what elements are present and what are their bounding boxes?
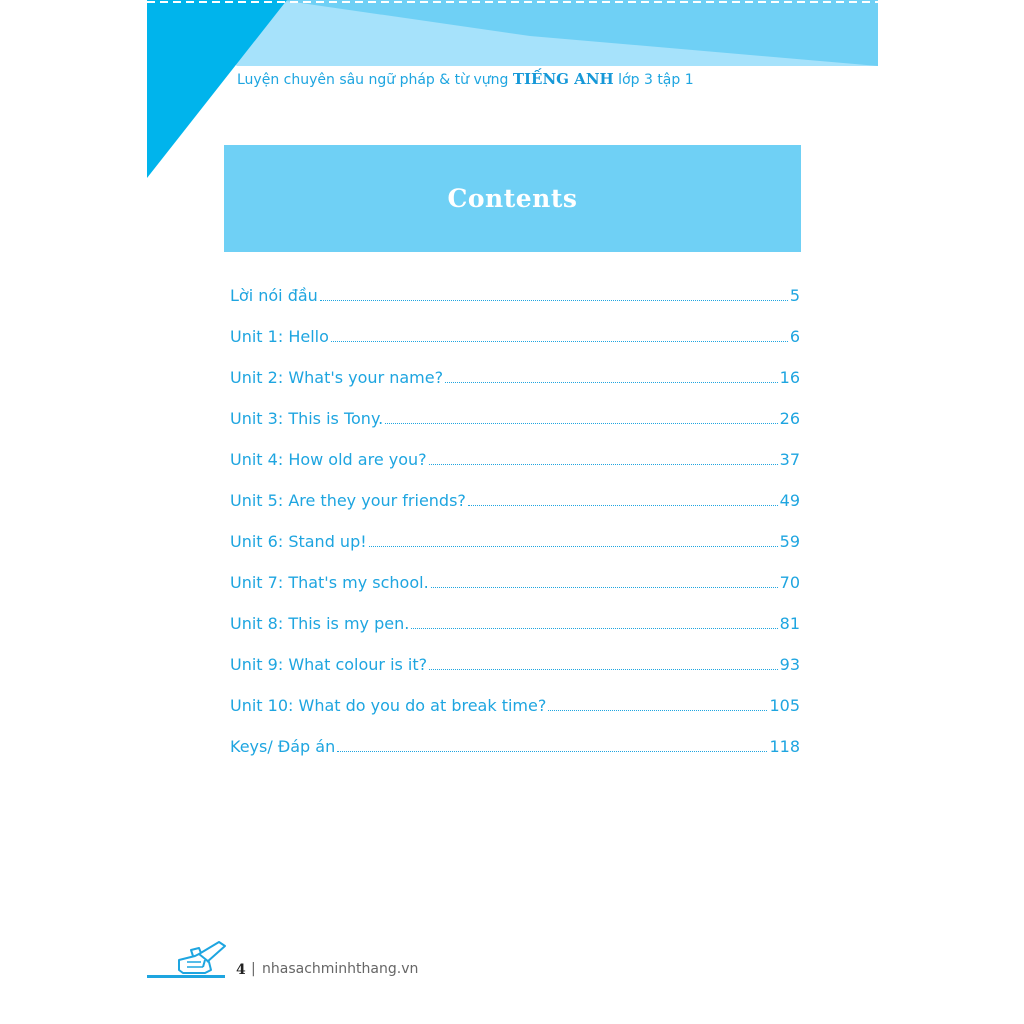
toc-item-page: 6 xyxy=(789,327,800,346)
title-box xyxy=(224,145,801,252)
toc-item-label: Unit 9: What colour is it? xyxy=(230,655,428,674)
page-number: 4 xyxy=(236,962,246,978)
toc-item-page: 37 xyxy=(779,450,800,469)
toc-item[interactable] xyxy=(230,696,800,737)
toc-item[interactable] xyxy=(230,327,800,368)
toc-item-page: 118 xyxy=(769,737,800,756)
toc-item-label: Unit 5: Are they your friends? xyxy=(230,491,466,510)
toc-dot-leader xyxy=(431,587,778,588)
toc-dot-leader xyxy=(369,546,778,547)
toc-item[interactable] xyxy=(230,573,800,614)
publisher-website[interactable]: nhasachminhthang.vn xyxy=(262,961,419,977)
running-header-text: Luyện chuyên sâu ngữ pháp & từ vựng xyxy=(237,72,509,88)
toc-item-page: 5 xyxy=(789,286,800,305)
toc-item-label: Unit 10: What do you do at break time? xyxy=(230,696,547,715)
toc-item[interactable] xyxy=(230,491,800,532)
toc-item-page: 81 xyxy=(779,614,800,633)
toc-dot-leader xyxy=(337,751,767,752)
toc-dot-leader xyxy=(411,628,777,629)
toc-item-label: Unit 7: That's my school. xyxy=(230,573,429,592)
toc-item-label: Unit 3: This is Tony. xyxy=(230,409,384,428)
table-of-contents xyxy=(230,286,800,778)
toc-dot-leader xyxy=(548,710,767,711)
running-header xyxy=(237,70,694,88)
toc-dot-leader xyxy=(429,464,778,465)
toc-item-page: 59 xyxy=(779,532,800,551)
page-footer xyxy=(147,940,878,990)
toc-item-page: 105 xyxy=(769,696,800,715)
toc-item[interactable] xyxy=(230,532,800,573)
toc-item[interactable] xyxy=(230,450,800,491)
page-title: Contents xyxy=(447,184,578,213)
toc-dot-leader xyxy=(320,300,788,301)
toc-item-page: 49 xyxy=(779,491,800,510)
toc-dot-leader xyxy=(331,341,788,342)
running-header-highlight: TIẾNG ANH xyxy=(512,70,614,88)
toc-item[interactable] xyxy=(230,409,800,450)
toc-item-label: Unit 2: What's your name? xyxy=(230,368,444,387)
toc-item-label: Lời nói đầu xyxy=(230,286,318,305)
toc-item-page: 16 xyxy=(779,368,800,387)
toc-dot-leader xyxy=(468,505,778,506)
toc-item[interactable] xyxy=(230,368,800,409)
toc-item-label: Unit 1: Hello xyxy=(230,327,329,346)
toc-dot-leader xyxy=(445,382,778,383)
toc-item[interactable] xyxy=(230,286,800,327)
toc-item-label: Keys/ Đáp án xyxy=(230,737,336,756)
toc-item-page: 70 xyxy=(779,573,800,592)
hand-writing-icon xyxy=(175,940,229,978)
toc-dot-leader xyxy=(429,669,778,670)
footer-separator: | xyxy=(251,961,256,977)
toc-item-label: Unit 8: This is my pen. xyxy=(230,614,410,633)
book-page xyxy=(147,0,878,1024)
toc-item[interactable] xyxy=(230,614,800,655)
toc-item-page: 93 xyxy=(779,655,800,674)
toc-item[interactable] xyxy=(230,655,800,696)
toc-item-label: Unit 4: How old are you? xyxy=(230,450,427,469)
toc-item[interactable] xyxy=(230,737,800,778)
toc-item-label: Unit 6: Stand up! xyxy=(230,532,367,551)
running-header-suffix: lớp 3 tập 1 xyxy=(618,72,694,88)
toc-item-page: 26 xyxy=(779,409,800,428)
toc-dot-leader xyxy=(385,423,777,424)
